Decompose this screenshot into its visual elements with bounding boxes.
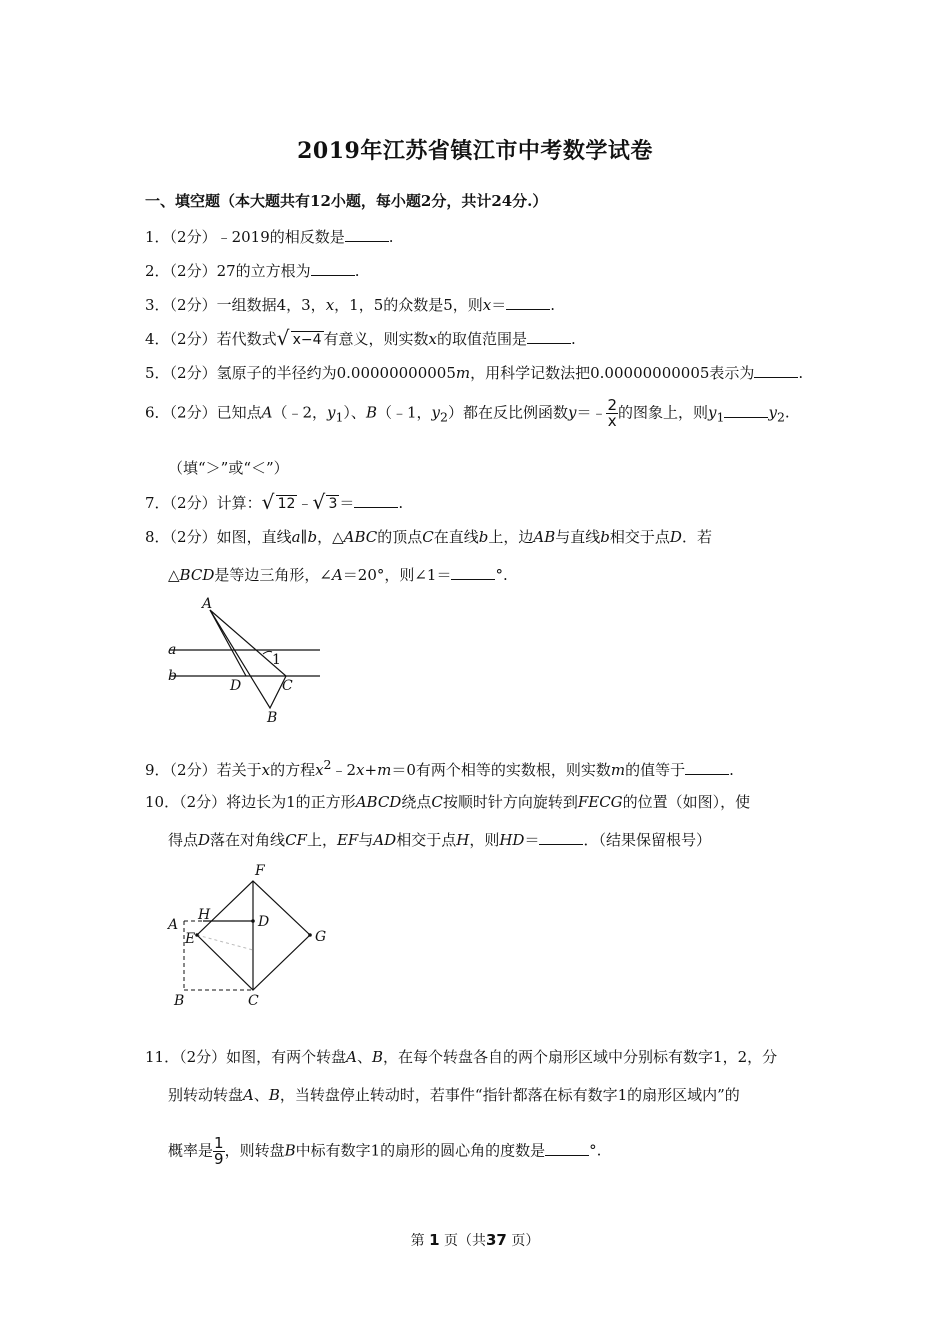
fraction: $\frac{1}{9}$ <box>214 1134 224 1168</box>
question-1: 1．（2分）﹣2019的相反数是 . <box>145 228 394 246</box>
question-11-cont2: 概率是 $\frac{1}{9}$ ，则转盘B中标有数字1的扇形的圆心角的度数是 °. <box>168 1134 602 1168</box>
label-B: B <box>174 993 185 1009</box>
figure-10 <box>160 855 340 1015</box>
answer-blank[interactable] <box>451 567 495 580</box>
sqrt-3: √ 3 <box>312 490 338 514</box>
answer-blank[interactable] <box>354 495 398 508</box>
sqrt-expression: √ x−4 <box>276 326 322 350</box>
label-C: C <box>282 678 293 694</box>
question-7: 7．（2分）计算： √ 12 ﹣ √ 3 ＝ . <box>145 490 404 514</box>
question-10: 10．（2分）将边长为1的正方形ABCD绕点C按顺时针方向旋转到FECG的位置（如图），使 <box>145 793 751 811</box>
question-8: 8．（2分）如图，直线a∥b，△ABC的顶点C在直线b上，边AB与直线b相交于点D．若 <box>145 528 712 546</box>
question-8-cont: △BCD是等边三角形，∠A＝20°，则∠1＝ °. <box>168 566 508 584</box>
question-6: 6．（2分）已知点A（﹣2，$y_1$）、B（﹣1，$y_2$）都在反比例函数y＝﹣ $\frac{2}{x}$ 的图象上，则$y_1$ $y_2$. <box>145 396 790 430</box>
label-A: A <box>202 596 213 612</box>
answer-blank[interactable] <box>724 405 768 418</box>
page-footer: 第 1 页（共37 页） <box>410 1231 540 1249</box>
question-3: 3．（2分）一组数据4，3，x，1，5的众数是5，则x＝ . <box>145 296 556 314</box>
fraction: $\frac{2}{x}$ <box>607 396 618 430</box>
question-11-cont: 别转动转盘A、B，当转盘停止转动时，若事件“指针都落在标有数字1的扇形区域内”的 <box>168 1086 740 1104</box>
question-11: 11．（2分）如图，有两个转盘A、B，在每个转盘各自的两个扇形区域中分别标有数字1，2，分 <box>145 1048 778 1066</box>
section-heading: 一、填空题（本大题共有12小题，每小题2分，共计24分.） <box>145 192 548 210</box>
label-A: A <box>168 917 179 933</box>
label-E: E <box>185 931 196 947</box>
label-C: C <box>248 993 259 1009</box>
answer-blank[interactable] <box>545 1143 589 1156</box>
answer-blank[interactable] <box>754 365 798 378</box>
answer-blank[interactable] <box>345 229 389 242</box>
label-F: F <box>255 863 265 879</box>
question-6-hint: （填“＞”或“＜”） <box>168 459 289 477</box>
label-H: H <box>198 907 211 923</box>
question-2: 2．（2分）27的立方根为 . <box>145 262 360 280</box>
question-5: 5．（2分）氢原子的半径约为0.00000000005m，用科学记数法把0.00000000005表示为 . <box>145 364 804 382</box>
answer-blank[interactable] <box>311 263 355 276</box>
label-G: G <box>315 929 327 945</box>
page-title: 2019年江苏省镇江市中考数学试卷 <box>297 138 653 164</box>
answer-blank[interactable] <box>527 331 571 344</box>
answer-blank[interactable] <box>685 762 729 775</box>
sqrt-12: √ 12 <box>261 490 296 514</box>
label-b: b <box>168 668 177 684</box>
label-a: a <box>168 642 177 658</box>
figure-8 <box>160 592 330 727</box>
answer-blank[interactable] <box>539 832 583 845</box>
label-B: B <box>267 710 278 726</box>
label-D: D <box>258 914 270 930</box>
question-4: 4．（2分）若代数式 √ x−4 有意义，则实数x的取值范围是 . <box>145 326 576 350</box>
question-9: 9．（2分）若关于x的方程$x^2﹣2x+m=0$有两个相等的实数根，则实数m的值等于 . <box>145 757 734 779</box>
label-1: 1 <box>272 652 281 668</box>
label-D: D <box>230 678 242 694</box>
answer-blank[interactable] <box>506 297 550 310</box>
question-10-cont: 得点D落在对角线CF上，EF与AD相交于点H，则HD＝ ．（结果保留根号） <box>168 831 711 849</box>
